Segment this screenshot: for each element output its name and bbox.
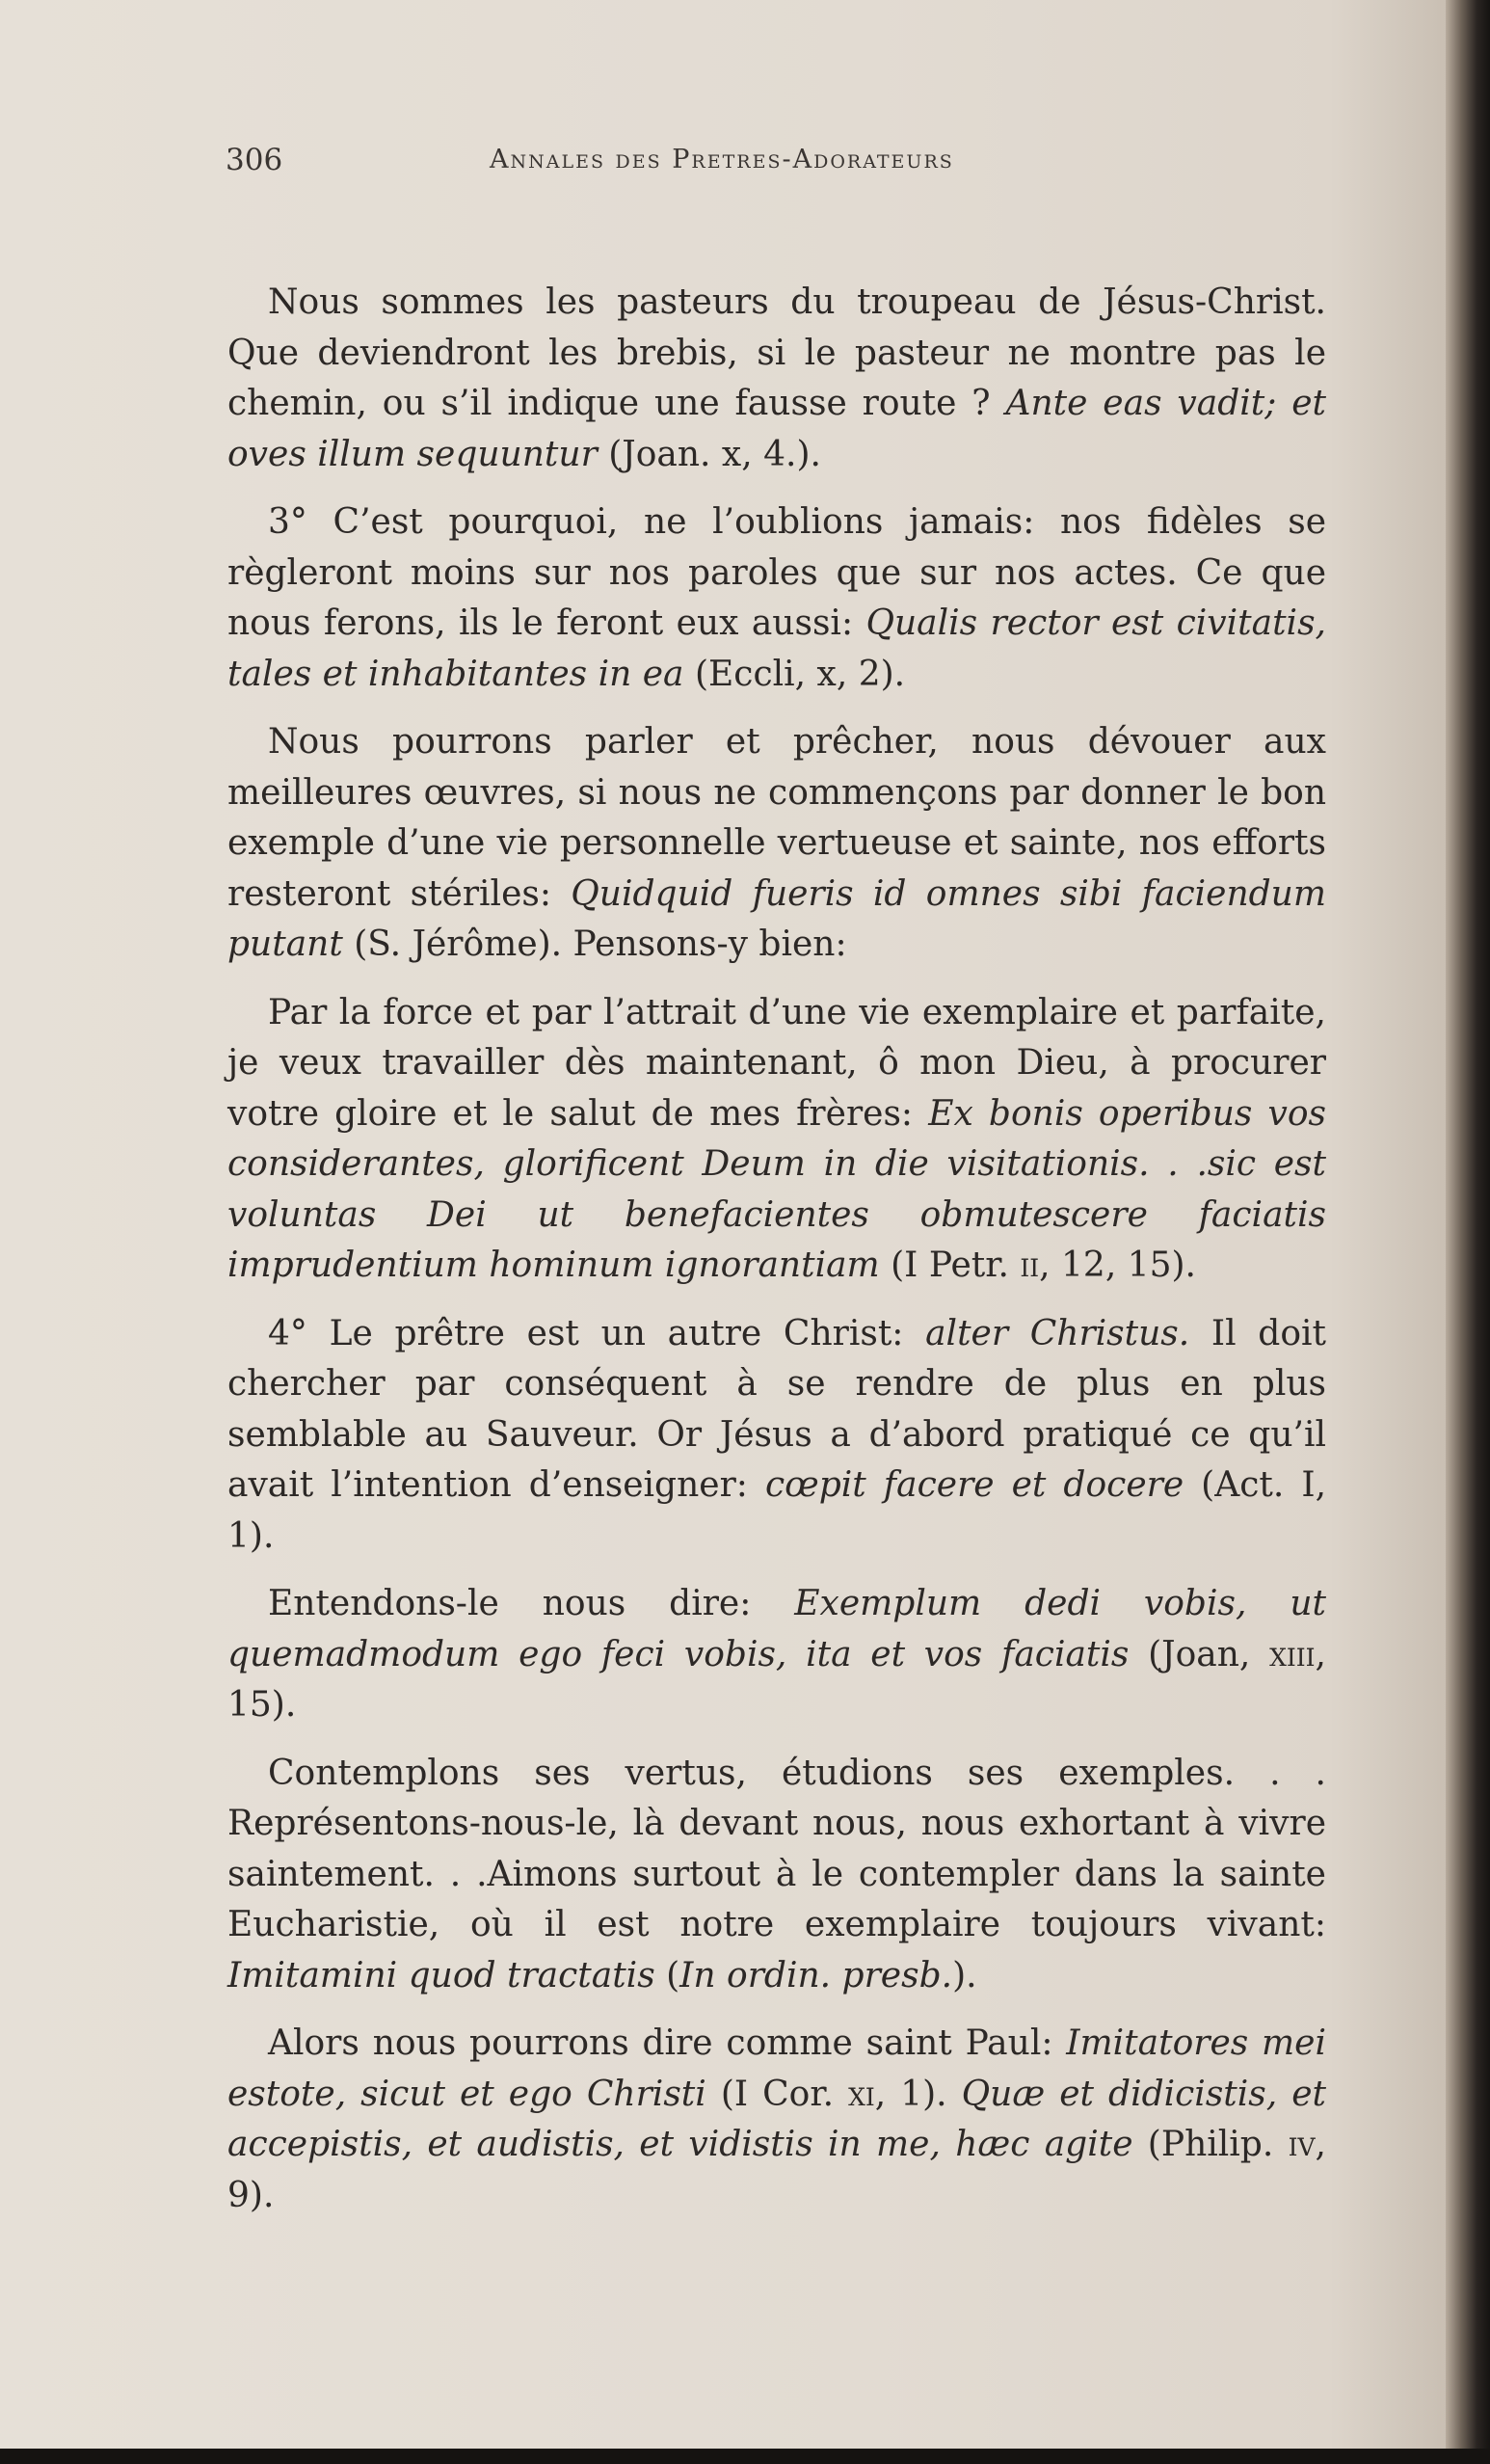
citation-numeral: xiii xyxy=(1269,1634,1316,1674)
text-run: Nous sommes les pasteurs du troupeau de Jésus-Christ. Que deviendront les brebis, si le pasteur ne montre pas le chemin, ou s’il indique une fausse route ? xyxy=(227,282,1326,423)
body-text xyxy=(227,278,1326,2238)
paragraph-8 xyxy=(227,2019,1326,2221)
page-number: 306 xyxy=(226,143,283,177)
citation: (Act. I, 1). xyxy=(227,1465,1327,1556)
citation: (Philip. xyxy=(1132,2125,1289,2164)
text-run: Alors nous pourrons dire comme saint Paul: xyxy=(268,2023,1067,2063)
paragraph-2 xyxy=(227,497,1326,700)
citation: ( xyxy=(654,1955,680,1995)
latin-quote: Qualis rector est civitatis, tales et inhabitantes in ea xyxy=(227,603,1326,694)
page-bottom-edge xyxy=(0,2449,1490,2464)
latin-quote: cœpit facere et docere xyxy=(764,1465,1184,1505)
latin-quote: Imitamini quod tractatis xyxy=(227,1955,655,1995)
paragraph-5 xyxy=(227,1309,1326,1563)
running-head xyxy=(226,143,1334,191)
citation: , 1). xyxy=(874,2074,962,2114)
latin-quote: Exemplum dedi vobis, ut quemadmodum ego feci vobis, ita et vos faciatis xyxy=(227,1584,1326,1674)
text-run: Entendons-le nous dire: xyxy=(268,1584,795,1623)
paragraph-1 xyxy=(227,278,1326,480)
running-title: Annales des Pretres-Adorateurs xyxy=(490,145,954,174)
paragraph-7 xyxy=(227,1749,1326,2002)
text-run: Il doit chercher par conséquent à se rendre de plus en plus semblable au Sauveur. Or Jésus a d’abord pratiqué ce qu’il avait l’intention d’enseigner: xyxy=(227,1313,1326,1505)
text-run: Contemplons ses vertus, étudions ses exemples. . . Représentons-nous-le, là devant nous, nous exhortant à vivre saintement. . .Aimons surtout à le contempler dans la sainte Eucharistie, où il est notre exemplaire toujours vivant: xyxy=(227,1753,1326,1944)
citation: (Joan, xyxy=(1129,1634,1270,1674)
citation-numeral: iv xyxy=(1288,2125,1316,2164)
citation: (S. Jérôme). Pensons-y bien: xyxy=(342,924,847,964)
text-run: Nous pourrons parler et prêcher, nous dévouer aux meilleures œuvres, si nous ne commençons par donner le bon exemple d’une vie personnelle vertueuse et sainte, nos efforts resteront stériles: xyxy=(227,722,1326,914)
citation: (I Cor. xyxy=(705,2074,849,2114)
text-run: 4° Le prêtre est un autre Christ: xyxy=(268,1313,926,1353)
text-run: 3° C’est pourquoi, ne l’oublions jamais: nos fidèles se règleront moins sur nos paroles que sur nos actes. Ce que nous ferons, ils le feront eux aussi: xyxy=(227,502,1326,643)
citation: (I Petr. xyxy=(879,1245,1021,1285)
citation: (Joan. x, 4.). xyxy=(597,434,821,474)
latin-quote: Quidquid fueris id omnes sibi faciendum putant xyxy=(227,873,1326,964)
paragraph-6 xyxy=(227,1579,1326,1731)
latin-quote: alter Christus. xyxy=(925,1313,1190,1353)
paragraph-3 xyxy=(227,717,1326,971)
citation: , 12, 15). xyxy=(1039,1245,1197,1285)
paragraph-4 xyxy=(227,988,1326,1292)
latin-quote: Ante eas vadit; et oves illum sequuntur xyxy=(227,384,1326,474)
latin-citation: In ordin. presb. xyxy=(679,1955,953,1995)
citation: , 9). xyxy=(227,2125,1326,2215)
book-gutter-shadow xyxy=(1446,0,1490,2464)
text-run: Par la force et par l’attrait d’une vie exemplaire et parfaite, je veux travailler dès maintenant, ô mon Dieu, à procurer votre gloire et le salut de mes frères: xyxy=(227,992,1326,1134)
citation: , 15). xyxy=(227,1634,1326,1725)
latin-quote: Quæ et didicistis, et accepistis, et audistis, et vidistis in me, hæc agite xyxy=(227,2074,1326,2164)
citation: ). xyxy=(952,1955,977,1995)
latin-quote: Ex bonis operibus vos considerantes, glorificent Deum in die visitationis. . .sic est voluntas Dei ut benefacientes obmutescere faciatis imprudentium hominum ignorantiam xyxy=(227,1093,1326,1285)
citation-numeral: ii xyxy=(1020,1245,1040,1285)
citation-numeral: xi xyxy=(848,2074,875,2114)
citation: (Eccli, x, 2). xyxy=(683,654,906,694)
latin-quote: Imitatores mei estote, sicut et ego Christi xyxy=(227,2023,1327,2114)
